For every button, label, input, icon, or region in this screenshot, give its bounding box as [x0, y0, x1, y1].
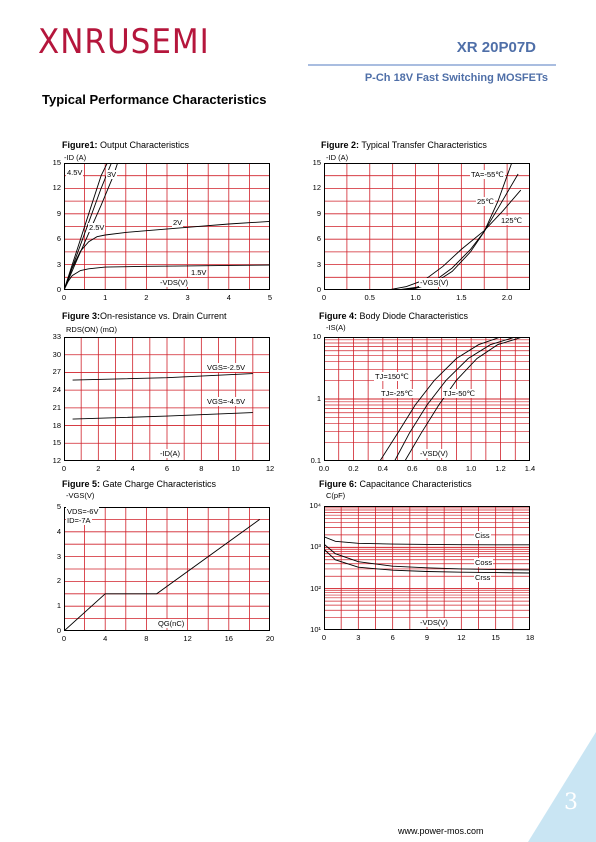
x-tick-label: 0.8: [436, 464, 447, 473]
y-tick-label: 0: [56, 626, 61, 635]
x-tick-label: 1.2: [495, 464, 506, 473]
x-tick-label: 8: [144, 634, 149, 643]
y-tick-label: 6: [316, 234, 321, 244]
y-tick-label: 10⁴: [309, 501, 321, 510]
x-tick-label: 2: [144, 293, 149, 302]
x-tick-label: 0: [61, 293, 67, 302]
figure-caption: Capacitance Characteristics: [357, 479, 472, 489]
x-tick-label: 8: [199, 464, 204, 473]
product-subtitle: P-Ch 18V Fast Switching MOSFETs: [364, 72, 548, 84]
curve-label: TJ=-50℃: [443, 389, 475, 398]
plot-area: [324, 337, 530, 461]
x-tick-label: 5: [267, 293, 273, 302]
figure-number: Figure 5:: [62, 479, 101, 489]
series-line: [64, 519, 260, 631]
x-tick-label: 16: [224, 634, 233, 643]
header-rule: [308, 64, 556, 66]
footer-url: www.power-mos.com: [398, 826, 484, 836]
y-axis-label: -ID (A): [64, 153, 87, 162]
x-tick-label: 12: [183, 634, 192, 643]
y-tick-label: 0: [316, 285, 321, 294]
y-tick-label: 1: [56, 601, 61, 611]
x-tick-label: 2.0: [501, 293, 513, 302]
x-tick-label: 1.4: [524, 464, 536, 473]
x-tick-label: 20: [265, 634, 275, 643]
curve-label: 125℃: [501, 216, 522, 225]
y-axis-label: RDS(ON) (mΩ): [66, 325, 118, 334]
x-tick-label: 6: [390, 633, 395, 642]
x-tick-label: 0: [61, 464, 67, 473]
x-tick-label: 0.6: [407, 464, 418, 473]
x-tick-label: 1.0: [410, 293, 421, 302]
x-axis-label: -VDS(V): [160, 278, 188, 287]
y-axis-label: -IS(A): [326, 323, 346, 332]
corner-decoration: [528, 732, 596, 842]
x-tick-label: 0: [321, 293, 327, 302]
figure-title: [319, 311, 468, 321]
x-tick-label: 6: [164, 464, 170, 473]
x-tick-label: 0: [61, 634, 67, 643]
part-number: XR 20P07D: [456, 39, 536, 56]
curve-label: 2.5V: [89, 223, 105, 232]
x-tick-label: 2: [96, 464, 101, 473]
curve-label: 4.5V: [67, 168, 83, 177]
y-tick-label: 9: [316, 208, 321, 218]
x-tick-label: 3: [185, 293, 190, 302]
x-tick-label: 0.0: [318, 464, 330, 473]
y-tick-label: 10: [312, 332, 321, 341]
y-tick-label: 3: [56, 551, 61, 561]
figure-title: [321, 140, 487, 150]
x-tick-label: 18: [525, 633, 535, 642]
y-tick-label: 6: [56, 234, 61, 244]
y-axis-label: -ID (A): [326, 153, 349, 162]
plot-area: [324, 506, 530, 630]
x-tick-label: 12: [265, 464, 275, 473]
y-axis-label: -VGS(V): [66, 491, 95, 500]
y-tick-label: 12: [52, 183, 61, 193]
y-tick-label: 3: [316, 259, 321, 269]
y-tick-label: 10³: [310, 542, 321, 552]
curve-label: Ciss: [475, 531, 490, 540]
curve-label: Crss: [475, 573, 491, 582]
page-number: 3: [564, 790, 578, 815]
figure-number: Figure1:: [62, 140, 98, 150]
y-tick-label: 15: [312, 158, 321, 167]
x-tick-label: 1: [103, 293, 108, 302]
y-tick-label: 5: [56, 502, 61, 511]
x-tick-label: 9: [424, 633, 430, 642]
figure-title: [319, 479, 472, 489]
curve-label: VGS=-2.5V: [207, 363, 246, 372]
x-tick-label: 1.5: [456, 293, 467, 302]
y-tick-label: 15: [52, 438, 61, 448]
y-tick-label: 2: [56, 576, 61, 586]
y-tick-label: 30: [52, 349, 61, 359]
x-axis-label: -ID(A): [160, 449, 180, 458]
curve-label: 3V: [107, 170, 117, 179]
y-tick-label: 4: [56, 526, 61, 536]
y-tick-label: 3: [56, 259, 61, 269]
x-axis-label: -VDS(V): [420, 618, 448, 627]
x-tick-label: 4: [103, 634, 108, 643]
x-tick-label: 4: [226, 293, 231, 302]
figure-caption: Typical Transfer Characteristics: [359, 140, 487, 150]
figure-number: Figure 2:: [321, 140, 360, 150]
figure-number: Figure 4:: [319, 311, 358, 321]
x-tick-label: 1.0: [465, 464, 477, 473]
curve-label: TJ=150℃: [375, 372, 409, 381]
figure-title: [62, 479, 216, 489]
x-tick-label: 0.5: [364, 293, 375, 302]
curve-label: 1.5V: [191, 268, 207, 277]
x-tick-label: 12: [457, 633, 466, 642]
curve-label: 2V: [173, 218, 183, 227]
figure-title: [62, 311, 227, 321]
figure-caption: Output Characteristics: [97, 140, 190, 150]
y-tick-label: 15: [52, 158, 61, 167]
series-line: [388, 190, 521, 290]
y-tick-label: 0.1: [310, 456, 321, 465]
y-tick-label: 9: [56, 208, 61, 218]
curve-label: ID=-7A: [67, 516, 91, 525]
y-tick-label: 1: [316, 394, 321, 403]
figure-caption: On-resistance vs. Drain Current: [100, 311, 227, 321]
series-line: [73, 374, 253, 381]
series-line: [73, 413, 253, 420]
x-tick-label: 3: [356, 633, 361, 642]
curve-label: TJ=-25℃: [381, 389, 413, 398]
figure-title: [62, 140, 189, 150]
y-tick-label: 10¹: [310, 625, 321, 634]
y-tick-label: 0: [56, 285, 61, 294]
x-tick-label: 15: [491, 633, 500, 642]
curve-label: VGS=-4.5V: [207, 397, 246, 406]
plot-area: [324, 163, 530, 290]
x-axis-label: QG(nC): [158, 619, 185, 628]
y-tick-label: 10²: [310, 583, 321, 593]
x-tick-label: 0: [321, 633, 327, 642]
curve-label: TA=-55℃: [471, 170, 504, 179]
y-tick-label: 12: [52, 456, 61, 465]
y-tick-label: 21: [52, 402, 61, 412]
y-tick-label: 18: [52, 420, 61, 430]
x-tick-label: 0.2: [348, 464, 359, 473]
x-tick-label: 10: [231, 464, 240, 473]
x-tick-label: 0.4: [377, 464, 389, 473]
y-tick-label: 12: [312, 183, 321, 193]
plot-area: [64, 507, 270, 631]
y-tick-label: 24: [52, 385, 61, 395]
figure-number: Figure 3:: [62, 311, 101, 321]
x-axis-label: -VSD(V): [420, 449, 448, 458]
x-tick-label: 4: [130, 464, 135, 473]
y-axis-label: C(pF): [326, 491, 346, 500]
curve-label: Coss: [475, 558, 493, 567]
figure-caption: Body Diode Characteristics: [357, 311, 469, 321]
curve-label: VDS=-6V: [67, 507, 99, 516]
y-tick-label: 33: [52, 332, 61, 341]
x-axis-label: -VGS(V): [420, 278, 449, 287]
figure-number: Figure 6:: [319, 479, 358, 489]
brand-logo: XNRUSEMI: [38, 22, 210, 62]
figure-caption: Gate Charge Characteristics: [100, 479, 217, 489]
y-tick-label: 27: [52, 367, 61, 377]
section-title: Typical Performance Characteristics: [42, 92, 267, 107]
curve-label: 25℃: [477, 197, 494, 206]
